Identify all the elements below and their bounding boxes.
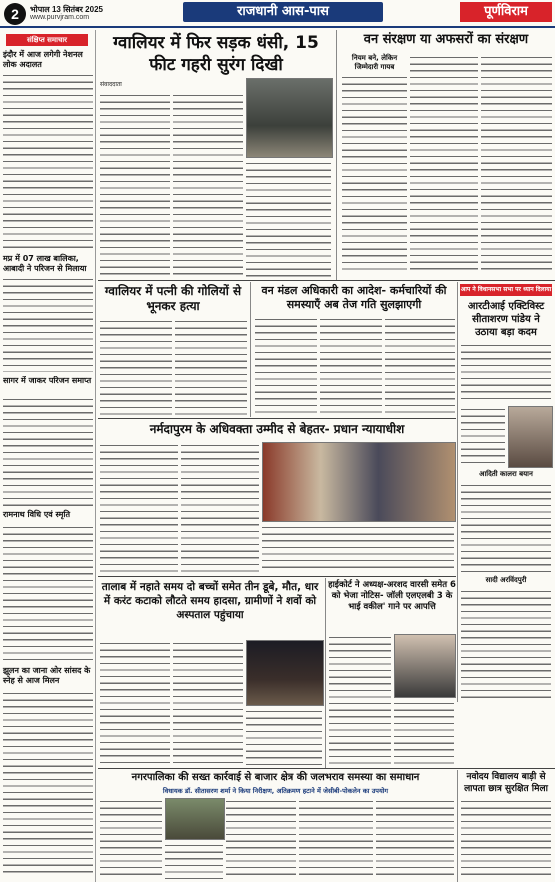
page-number: 2 [4, 3, 26, 25]
photo-advocate [394, 634, 456, 698]
sidebar-body-text [3, 690, 93, 878]
article-body-forest [410, 54, 478, 274]
article-body-drowning [100, 640, 170, 766]
article-body-highcourt [394, 700, 454, 766]
article-body-drowning [246, 708, 322, 766]
website-link[interactable]: www.purvjram.com [30, 14, 90, 21]
photo-activist [508, 406, 553, 468]
article-body-narmadapuram [100, 442, 178, 572]
column-divider [457, 770, 458, 882]
article-body-drowning [173, 640, 243, 766]
sidebar-headline: सागर में जाकर परिजन समाप्त [3, 376, 92, 385]
headline-drowning: तालाब में नहाते समय दो बच्चों समेत तीन डूबे, मौत, धार में करंट कटाको लौटते समय हादसा, ग्रामीणों ने शवों को अस्पताल पहुंचाया [101, 581, 319, 621]
section-divider [98, 280, 555, 281]
section-divider [98, 576, 456, 577]
article-body-forest-officer [255, 316, 317, 416]
headline-forest: वन संरक्षण या अफसरों का संरक्षण [363, 32, 529, 47]
article-body-forest-officer [385, 316, 455, 416]
issue-date: भोपाल 13 सितंबर 2025 [30, 5, 103, 14]
column-divider [457, 282, 458, 702]
article-body-municipal [165, 842, 223, 880]
article-body-rti [461, 482, 551, 572]
article-body-highcourt [329, 634, 391, 766]
photo-road-sinkhole [246, 78, 333, 158]
subheadline-forest: नियम बने, लेकिन जिम्मेदारी गायब [351, 54, 398, 71]
headline-gwalior-road: ग्वालियर में फिर सड़क धंसी, 15 फीट गहरी सुरंग दिखी [113, 33, 319, 75]
article-body-narmadapuram [181, 442, 259, 572]
sidebar-headline: इंदौर में आज लगेगी नेशनल लोक अदालत [3, 50, 83, 69]
header-rule [0, 26, 555, 28]
article-body-navodaya [461, 798, 551, 880]
red-tag-rti: आप ने विधानसभा सभा पर ध्यान दिलाया [460, 284, 552, 296]
article-body-gwalior [100, 92, 170, 278]
article-body-narmadapuram [262, 524, 454, 572]
article-body-gwalior [246, 160, 331, 278]
sidebar-body-text [3, 276, 93, 372]
article-body-firing [100, 318, 172, 416]
headline-narmadapuram: नर्मदापुरम के अधिवक्ता उम्मीद से बेहतर- प्रधान न्यायाधीश [149, 422, 405, 436]
sidebar-headline: रामनाथ विधि एवं स्मृति [3, 510, 71, 519]
column-divider [250, 282, 251, 417]
headline-forest-officer: वन मंडल अधिकारी का आदेश- कर्मचारियों की समस्याएँ अब तेज गति सुलझाएगी [261, 284, 447, 311]
sidebar-body-text [3, 524, 93, 662]
subhead-rti: सादी अरविंदपुरी [485, 576, 527, 584]
brand-logo: पूर्णविराम [460, 2, 552, 22]
article-body-forest [342, 74, 407, 274]
section-title: राजधानी आस-पास [183, 2, 383, 22]
article-body-gwalior [173, 92, 243, 278]
article-body-rti [461, 342, 551, 402]
photo-municipal [165, 798, 225, 840]
photo-night-scene [246, 640, 324, 706]
article-body-rti [461, 588, 551, 700]
sidebar-body-text [3, 72, 93, 250]
section-divider [98, 768, 555, 769]
photo-lawyers-event [262, 442, 456, 522]
headline-municipal: नगरपालिका की सख्त कार्रवाई से बाजार क्षेत्र की जलभराव समस्या का समाधान [131, 772, 420, 783]
subhead-rti: आदिती कालरा बयान [479, 470, 533, 478]
headline-highcourt: हाईकोर्ट ने अध्यक्ष-अरशद वारसी समेत 6 को भेजा नोटिस- जॉली एलएलबी 3 के भाई वकील' गाने पर आपत्ति [328, 580, 456, 612]
article-body-municipal [226, 798, 296, 880]
article-body-municipal [100, 798, 162, 880]
article-body-rti [461, 406, 505, 466]
headline-firing: ग्वालियर में पत्नी की गोलियों से भूनकर हत्या [104, 284, 242, 313]
column-divider [325, 578, 326, 768]
sidebar-headline: झूलन का जाना ओर सांसद के स्नेह से आज मिलन [3, 666, 91, 685]
byline: संवाददाता [100, 81, 122, 88]
headline-navodaya: नवोदय विद्यालय बाड़ी से लापता छात्र सुरक्षित मिला [464, 772, 548, 794]
subheadline-municipal: विधायक डॉ. सीतासरण शर्मा ने किया निरीक्षण, अतिक्रमण हटाने में जेसीबी-पोकलेन का उपयोग [162, 787, 389, 795]
article-body-municipal [376, 798, 454, 880]
article-body-municipal [299, 798, 373, 880]
article-body-forest-officer [320, 316, 382, 416]
article-body-firing [175, 318, 247, 416]
sidebar-body-text [3, 396, 93, 506]
headline-rti: आरटीआई एक्टिविस्ट सीताशरण पांडेय ने उठाया बड़ा कदम [467, 301, 545, 338]
column-divider [336, 30, 337, 280]
sidebar-headline: मप्र में 07 लाख बालिका, आबादी ने परिजन से मिलाया [3, 254, 87, 273]
section-divider [98, 418, 456, 419]
article-body-forest [481, 54, 552, 274]
sidebar-tag: संक्षिप्त समाचार [6, 34, 88, 46]
